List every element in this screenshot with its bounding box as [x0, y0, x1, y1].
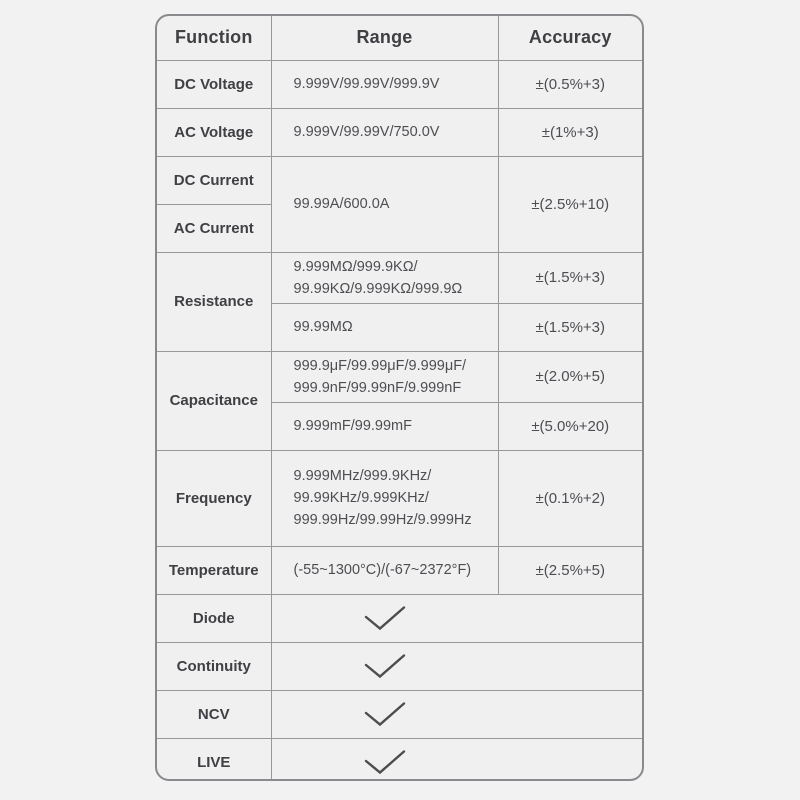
range-line: 9.999MHz/999.9KHz/: [293, 468, 432, 484]
resistance-range-1: [271, 252, 498, 303]
check-icon: [364, 605, 406, 631]
dc-voltage-label: DC Voltage: [157, 60, 271, 108]
table-row: [157, 252, 642, 303]
table-row: [157, 642, 642, 690]
ac-voltage-label: AC Voltage: [157, 108, 271, 156]
resistance-accuracy-1: ±(1.5%+3): [498, 252, 642, 303]
table-row: [157, 108, 642, 156]
header-range: Range: [271, 16, 498, 60]
frequency-range: [271, 450, 498, 546]
live-supported-cell: [271, 738, 642, 781]
check-box: [272, 701, 499, 727]
capacitance-range-1: [271, 351, 498, 402]
range-line: 9.999MΩ/999.9KΩ/: [293, 258, 418, 275]
range-line: 999.9nF/99.99nF/9.999nF: [293, 379, 462, 396]
frequency-accuracy: ±(0.1%+2): [498, 450, 642, 546]
diode-supported-cell: [271, 594, 642, 642]
current-range: 99.99A/600.0A: [271, 156, 498, 252]
dc-current-label: DC Current: [157, 156, 271, 204]
current-accuracy: ±(2.5%+10): [498, 156, 642, 252]
check-icon: [364, 701, 406, 727]
check-box: [272, 653, 499, 679]
table-row: [157, 450, 642, 546]
diode-label: Diode: [157, 594, 271, 642]
table-row: [157, 690, 642, 738]
capacitance-range-2: 9.999mF/99.99mF: [271, 402, 498, 450]
resistance-accuracy-2: ±(1.5%+3): [498, 303, 642, 351]
check-icon: [364, 749, 406, 775]
ac-current-label: AC Current: [157, 204, 271, 252]
range-line: 999.9μF/99.99μF/9.999μF/: [293, 357, 467, 374]
live-label: LIVE: [157, 738, 271, 781]
check-box: [272, 605, 499, 631]
header-function: Function: [157, 16, 271, 60]
table-row: [157, 594, 642, 642]
range-line: 999.99Hz/99.99Hz/9.999Hz: [293, 512, 472, 528]
range-line: 99.99KHz/9.999KHz/: [293, 490, 429, 506]
spec-table-card: [155, 14, 644, 781]
ac-voltage-range: 9.999V/99.99V/750.0V: [271, 108, 498, 156]
dc-voltage-range: 9.999V/99.99V/999.9V: [271, 60, 498, 108]
spec-table: [157, 16, 642, 781]
table-row: [157, 738, 642, 781]
range-line: 99.99KΩ/9.999KΩ/999.9Ω: [293, 280, 463, 297]
frequency-label: Frequency: [157, 450, 271, 546]
ac-voltage-accuracy: ±(1%+3): [498, 108, 642, 156]
table-header-row: [157, 16, 642, 60]
table-row: [157, 546, 642, 594]
capacitance-label: Capacitance: [157, 351, 271, 450]
resistance-range-2: 99.99MΩ: [271, 303, 498, 351]
continuity-supported-cell: [271, 642, 642, 690]
table-row: [157, 156, 642, 204]
resistance-label: Resistance: [157, 252, 271, 351]
capacitance-accuracy-1: ±(2.0%+5): [498, 351, 642, 402]
temperature-range: (-55~1300°C)/(-67~2372°F): [271, 546, 498, 594]
temperature-label: Temperature: [157, 546, 271, 594]
ncv-label: NCV: [157, 690, 271, 738]
capacitance-accuracy-2: ±(5.0%+20): [498, 402, 642, 450]
dc-voltage-accuracy: ±(0.5%+3): [498, 60, 642, 108]
continuity-label: Continuity: [157, 642, 271, 690]
temperature-accuracy: ±(2.5%+5): [498, 546, 642, 594]
table-row: [157, 351, 642, 402]
check-icon: [364, 653, 406, 679]
table-row: [157, 60, 642, 108]
ncv-supported-cell: [271, 690, 642, 738]
header-accuracy: Accuracy: [498, 16, 642, 60]
check-box: [272, 749, 499, 775]
